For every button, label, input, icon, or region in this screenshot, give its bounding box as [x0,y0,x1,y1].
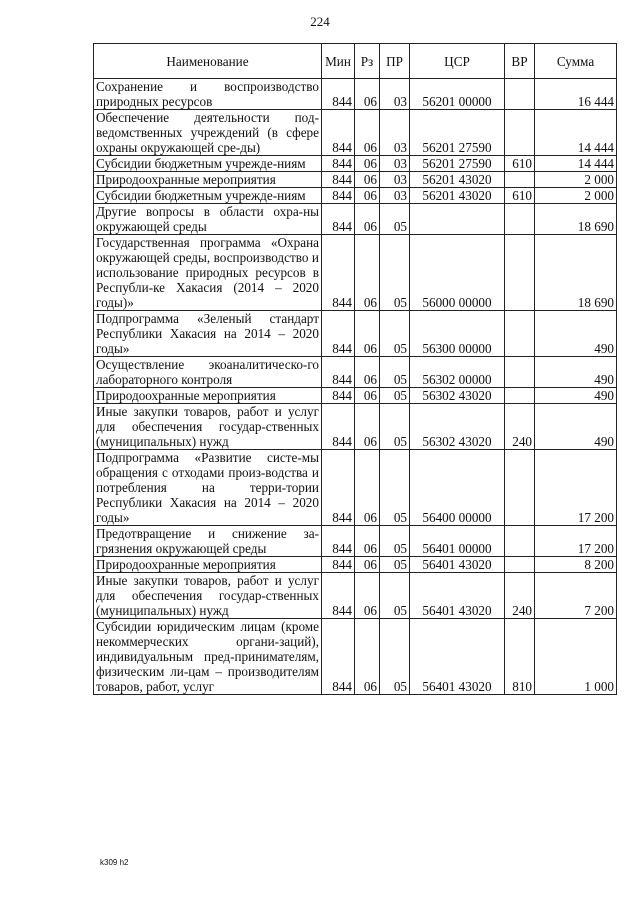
cell-min: 844 [322,79,355,110]
cell-min: 844 [322,526,355,557]
cell-vr [505,557,535,573]
table-row [94,450,617,526]
cell-pr: 05 [380,573,410,619]
cell-vr: 240 [505,404,535,450]
cell-sum: 2 000 [535,172,617,188]
cell-csr: 56201 43020 [410,188,505,204]
cell-sum: 490 [535,388,617,404]
cell-rz: 06 [355,311,380,357]
cell-pr: 05 [380,450,410,526]
cell-sum: 490 [535,311,617,357]
cell-pr: 05 [380,357,410,388]
cell-pr: 05 [380,526,410,557]
cell-vr: 810 [505,619,535,695]
table-row [94,79,617,110]
table-row [94,619,617,695]
cell-name: Сохранение и воспроизводство природных ресурсов [94,79,322,110]
cell-pr: 05 [380,619,410,695]
cell-name: Природоохранные мероприятия [94,172,322,188]
table-row [94,235,617,311]
cell-min: 844 [322,573,355,619]
cell-sum: 17 200 [535,526,617,557]
cell-min: 844 [322,357,355,388]
cell-rz: 06 [355,188,380,204]
cell-rz: 06 [355,557,380,573]
cell-min: 844 [322,311,355,357]
cell-pr: 03 [380,172,410,188]
cell-rz: 06 [355,79,380,110]
cell-csr: 56201 43020 [410,172,505,188]
cell-min: 844 [322,156,355,172]
column-header-pr: ПР [380,44,410,79]
cell-vr [505,311,535,357]
cell-vr [505,235,535,311]
cell-pr: 05 [380,235,410,311]
cell-min: 844 [322,450,355,526]
cell-name: Субсидии бюджетным учрежде-ниям [94,156,322,172]
page-number: 224 [310,14,330,29]
cell-pr: 03 [380,188,410,204]
column-header-csr: ЦСР [410,44,505,79]
cell-min: 844 [322,557,355,573]
cell-min: 844 [322,619,355,695]
cell-vr: 240 [505,573,535,619]
cell-csr: 56201 00000 [410,79,505,110]
cell-sum: 7 200 [535,573,617,619]
cell-name: Подпрограмма «Зеленый стандарт Республики Хакасия на 2014 – 2020 годы» [94,311,322,357]
table-row [94,526,617,557]
cell-csr: 56401 43020 [410,619,505,695]
column-header-name: Наименование [94,44,322,79]
cell-name: Государственная программа «Охрана окружающей среды, воспроизводство и использование природных ресурсов в Республи-ке Хакасия (2014 – 2020 годы)» [94,235,322,311]
cell-rz: 06 [355,573,380,619]
table-row [94,156,617,172]
cell-min: 844 [322,110,355,156]
cell-vr [505,526,535,557]
cell-vr: 610 [505,156,535,172]
cell-min: 844 [322,235,355,311]
cell-csr: 56302 43020 [410,404,505,450]
cell-sum: 490 [535,357,617,388]
cell-csr: 56300 00000 [410,311,505,357]
cell-sum: 1 000 [535,619,617,695]
cell-vr [505,450,535,526]
cell-csr: 56201 27590 [410,110,505,156]
cell-vr: 610 [505,188,535,204]
cell-vr [505,172,535,188]
cell-pr: 05 [380,557,410,573]
cell-vr [505,110,535,156]
column-header-rz: Рз [355,44,380,79]
table-row [94,388,617,404]
cell-pr: 05 [380,404,410,450]
table-header-row [94,44,617,79]
table-row [94,172,617,188]
cell-pr: 03 [380,156,410,172]
cell-name: Природоохранные мероприятия [94,557,322,573]
table-row [94,404,617,450]
document-code: k309 h2 [100,858,129,867]
cell-csr: 56201 27590 [410,156,505,172]
column-header-sum: Сумма [535,44,617,79]
cell-min: 844 [322,188,355,204]
cell-sum: 14 444 [535,110,617,156]
cell-sum: 18 690 [535,204,617,235]
cell-rz: 06 [355,204,380,235]
cell-rz: 06 [355,357,380,388]
cell-sum: 490 [535,404,617,450]
cell-min: 844 [322,404,355,450]
column-header-vr: ВР [505,44,535,79]
cell-csr: 56400 00000 [410,450,505,526]
cell-vr [505,79,535,110]
cell-name: Природоохранные мероприятия [94,388,322,404]
table-row [94,204,617,235]
cell-name: Обеспечение деятельности под-ведомственных учреждений (в сфере охраны окружающей сре-ды) [94,110,322,156]
cell-rz: 06 [355,235,380,311]
cell-csr: 56401 00000 [410,526,505,557]
table-row [94,557,617,573]
cell-sum: 14 444 [535,156,617,172]
cell-rz: 06 [355,110,380,156]
cell-pr: 03 [380,110,410,156]
column-header-min: Мин [322,44,355,79]
table-row [94,110,617,156]
cell-min: 844 [322,172,355,188]
cell-rz: 06 [355,156,380,172]
table-row [94,573,617,619]
cell-sum: 2 000 [535,188,617,204]
cell-csr: 56000 00000 [410,235,505,311]
cell-name: Другие вопросы в области охра-ны окружающей среды [94,204,322,235]
cell-name: Иные закупки товаров, работ и услуг для обеспечения государ-ственных (муниципальных) нужд [94,404,322,450]
cell-vr [505,388,535,404]
table-row [94,188,617,204]
cell-rz: 06 [355,619,380,695]
cell-name: Субсидии юридическим лицам (кроме некоммерческих органи-заций), индивидуальным пред-принимателям, физическим ли-цам – производителям товаров, работ, услуг [94,619,322,695]
cell-sum: 18 690 [535,235,617,311]
cell-name: Осуществление экоаналитическо-го лабораторного контроля [94,357,322,388]
cell-sum: 16 444 [535,79,617,110]
cell-min: 844 [322,204,355,235]
cell-pr: 05 [380,388,410,404]
cell-rz: 06 [355,404,380,450]
cell-pr: 05 [380,204,410,235]
cell-csr: 56302 43020 [410,388,505,404]
budget-table [93,43,617,695]
cell-vr [505,204,535,235]
cell-name: Субсидии бюджетным учрежде-ниям [94,188,322,204]
cell-csr: 56401 43020 [410,573,505,619]
cell-name: Подпрограмма «Развитие систе-мы обращения с отходами произ-водства и потребления на терри-тории Республики Хакасия на 2014 – 2020 годы» [94,450,322,526]
cell-pr: 03 [380,79,410,110]
cell-rz: 06 [355,388,380,404]
table-row [94,357,617,388]
cell-pr: 05 [380,311,410,357]
cell-name: Иные закупки товаров, работ и услуг для обеспечения государ-ственных (муниципальных) нужд [94,573,322,619]
cell-sum: 17 200 [535,450,617,526]
cell-csr: 56401 43020 [410,557,505,573]
cell-csr [410,204,505,235]
cell-sum: 8 200 [535,557,617,573]
table-row [94,311,617,357]
cell-vr [505,357,535,388]
cell-min: 844 [322,388,355,404]
cell-csr: 56302 00000 [410,357,505,388]
cell-name: Предотвращение и снижение за-грязнения окружающей среды [94,526,322,557]
cell-rz: 06 [355,526,380,557]
cell-rz: 06 [355,450,380,526]
cell-rz: 06 [355,172,380,188]
